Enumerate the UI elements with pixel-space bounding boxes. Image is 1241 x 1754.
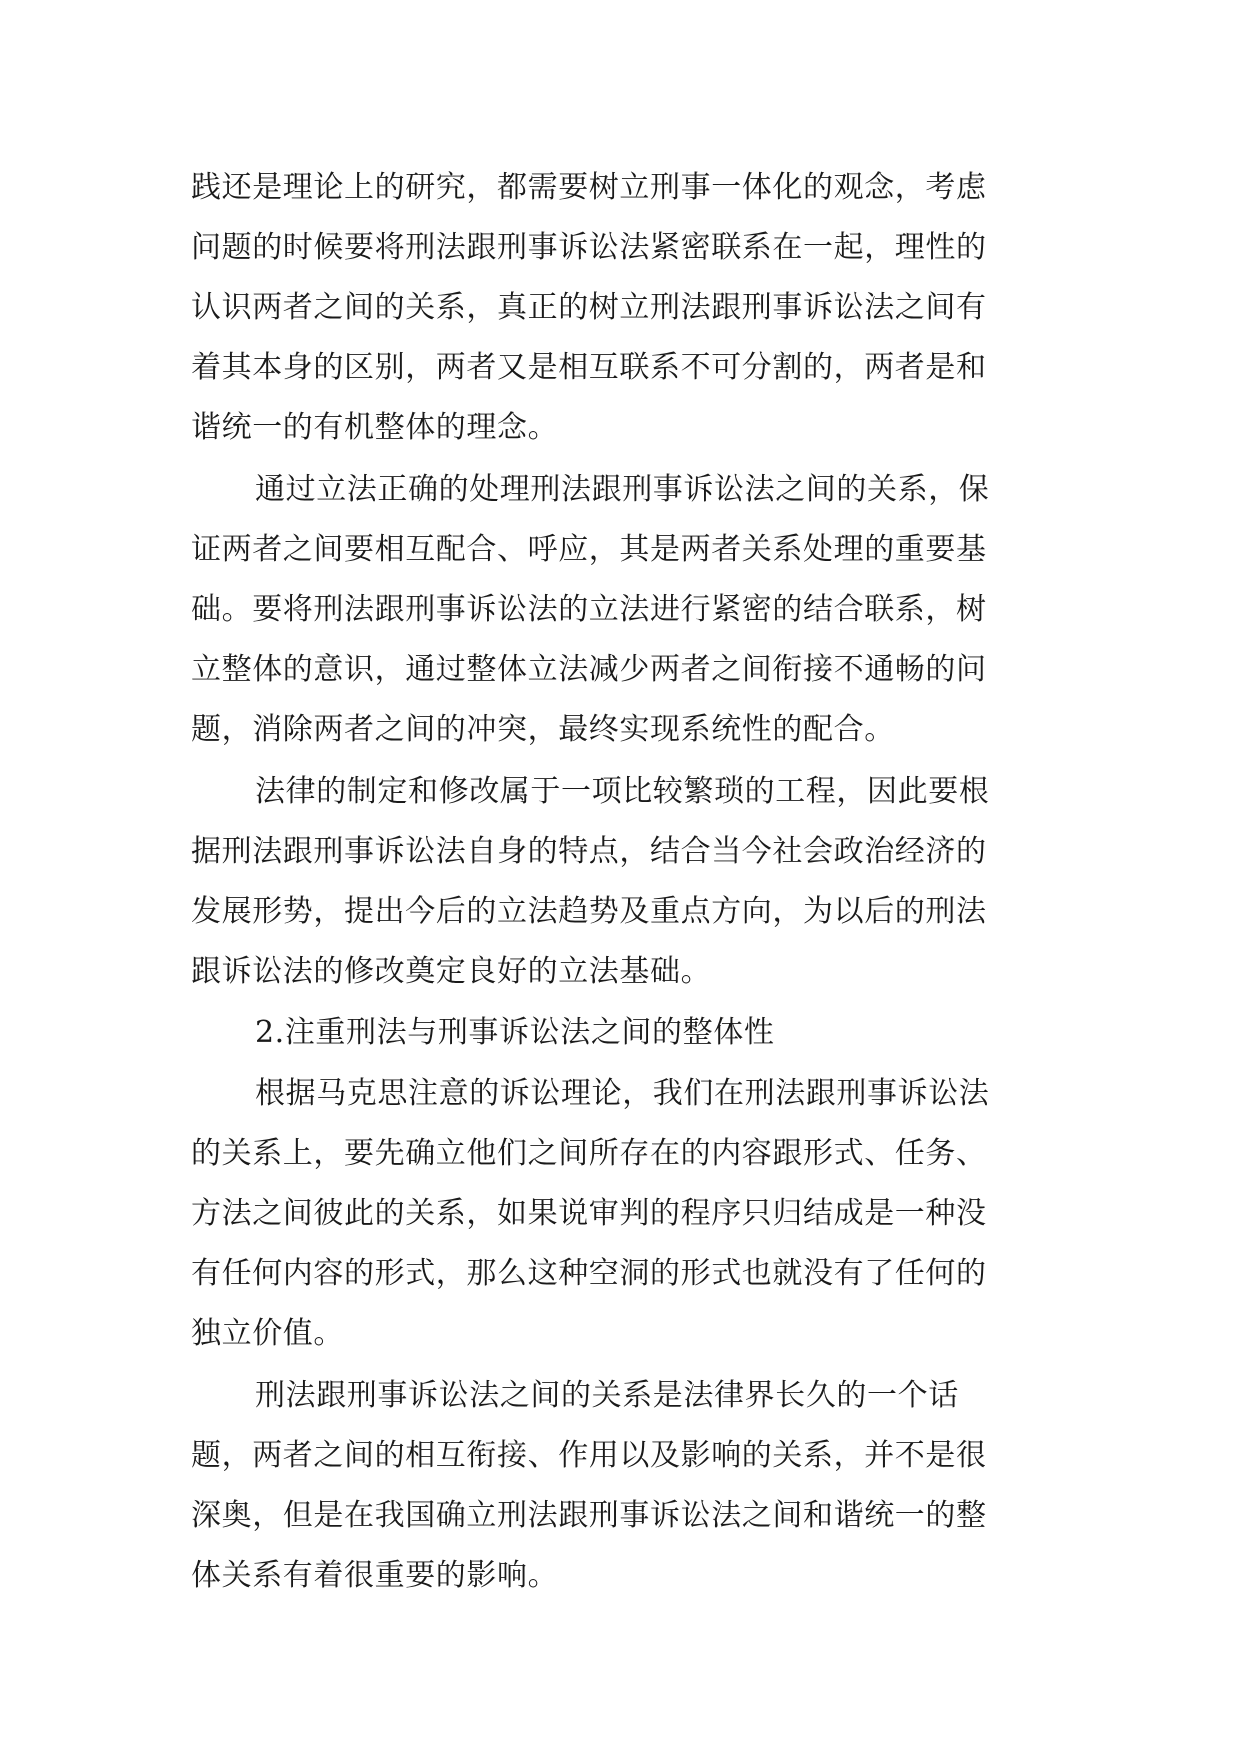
- body-text-line: 题，消除两者之间的冲突，最终实现系统性的配合。: [191, 712, 895, 747]
- body-text-line: 跟诉讼法的修改奠定良好的立法基础。: [191, 954, 712, 989]
- section-heading: 2.注重刑法与刑事诉讼法之间的整体性: [255, 1015, 775, 1050]
- body-text-line: 据刑法跟刑事诉讼法自身的特点，结合当今社会政治经济的: [191, 834, 987, 869]
- body-text-line: 发展形势，提出今后的立法趋势及重点方向，为以后的刑法: [191, 894, 987, 929]
- body-text-line: 有任何内容的形式，那么这种空洞的形式也就没有了任何的: [191, 1256, 987, 1291]
- body-text-line: 着其本身的区别，两者又是相互联系不可分割的，两者是和: [191, 350, 987, 385]
- paragraph-first-line: 通过立法正确的处理刑法跟刑事诉讼法之间的关系，保: [255, 472, 990, 507]
- body-text-line: 践还是理论上的研究，都需要树立刑事一体化的观念，考虑: [191, 170, 987, 205]
- body-text-line: 础。要将刑法跟刑事诉讼法的立法进行紧密的结合联系，树: [191, 592, 987, 627]
- body-text-line: 问题的时候要将刑法跟刑事诉讼法紧密联系在一起，理性的: [191, 230, 987, 265]
- body-text-line: 体关系有着很重要的影响。: [191, 1558, 559, 1593]
- body-text-line: 题，两者之间的相互衔接、作用以及影响的关系，并不是很: [191, 1438, 987, 1473]
- body-text-line: 深奥，但是在我国确立刑法跟刑事诉讼法之间和谐统一的整: [191, 1498, 987, 1533]
- body-text-line: 谐统一的有机整体的理念。: [191, 410, 559, 445]
- body-text-line: 独立价值。: [191, 1316, 344, 1351]
- body-text-line: 的关系上，要先确立他们之间所存在的内容跟形式、任务、: [191, 1136, 987, 1171]
- paragraph-first-line: 法律的制定和修改属于一项比较繁琐的工程，因此要根: [255, 774, 990, 809]
- body-text-line: 立整体的意识，通过整体立法减少两者之间衔接不通畅的问: [191, 652, 987, 687]
- body-text-line: 证两者之间要相互配合、呼应，其是两者关系处理的重要基: [191, 532, 987, 567]
- body-text-line: 方法之间彼此的关系，如果说审判的程序只归结成是一种没: [191, 1196, 987, 1231]
- body-text-line: 认识两者之间的关系，真正的树立刑法跟刑事诉讼法之间有: [191, 290, 987, 325]
- paragraph-first-line: 刑法跟刑事诉讼法之间的关系是法律界长久的一个话: [255, 1378, 959, 1413]
- paragraph-first-line: 根据马克思注意的诉讼理论，我们在刑法跟刑事诉讼法: [255, 1076, 990, 1111]
